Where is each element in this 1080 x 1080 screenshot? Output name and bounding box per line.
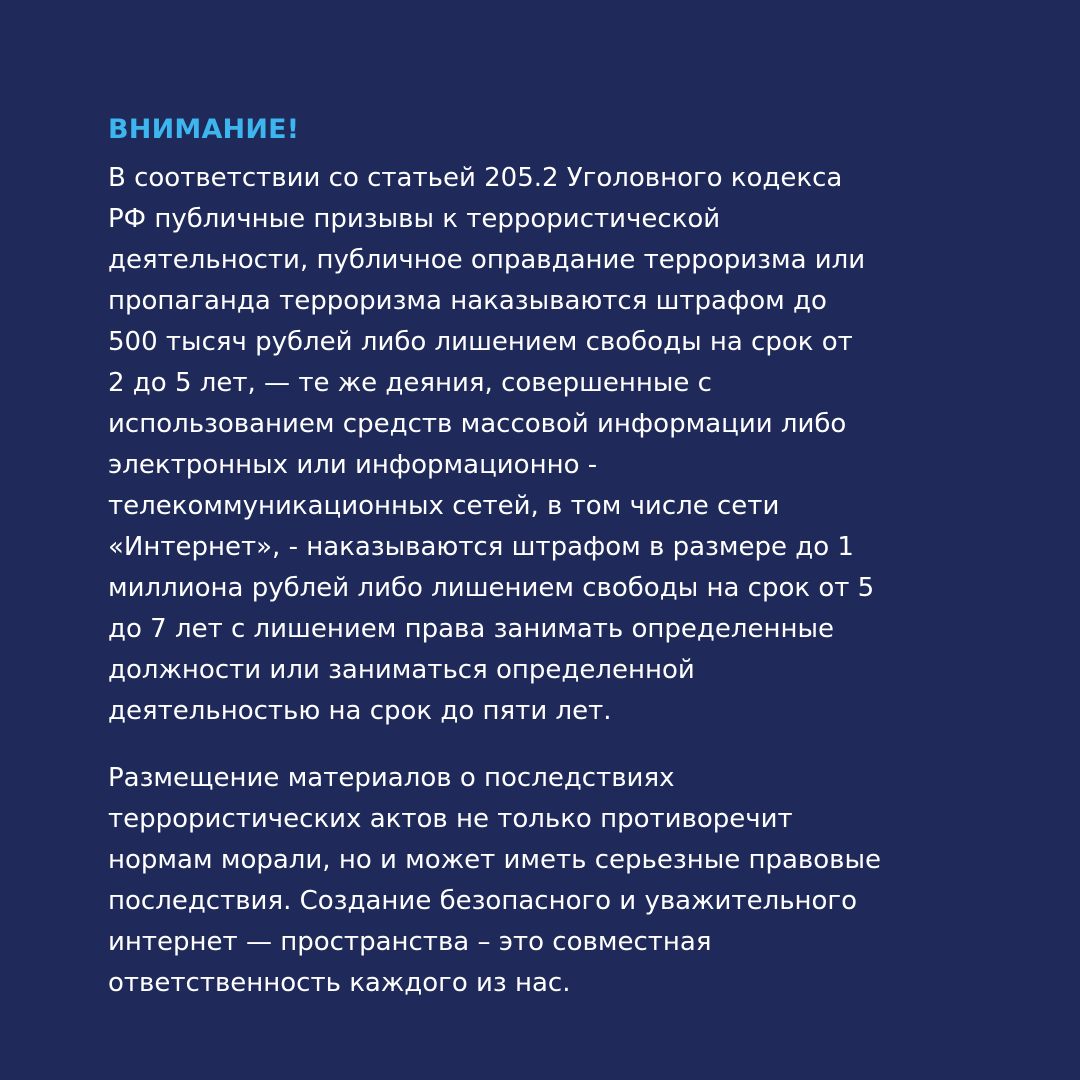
- responsibility-paragraph: Размещение материалов о последствиях террористических актов не только противоречит нормам морали, но и может иметь серьезные правовые последствия. Создание безопасного и уважительного интернет — пространства – это совместная ответственность каждого из нас.: [108, 763, 882, 998]
- warning-heading: ВНИМАНИЕ!: [108, 114, 300, 145]
- notice-card: [108, 112, 988, 1004]
- law-paragraph: В соответствии со статьей 205.2 Уголовного кодекса РФ публичные призывы к террористической деятельности, публичное оправдание терроризма или пропаганда терроризма наказываются штрафом до 500 тысяч рублей либо лишением свободы на срок от 2 до 5 лет, — те же деяния, совершенные с использованием средств массовой информации либо электронных или информационно - телекоммуникационных сетей, в том числе сети «Интернет», - наказываются штрафом в размере до 1 миллиона рублей либо лишением свободы на срок от 5 до 7 лет с лишением права занимать определенные должности или заниматься определенной деятельностью на срок до пяти лет.: [108, 163, 875, 726]
